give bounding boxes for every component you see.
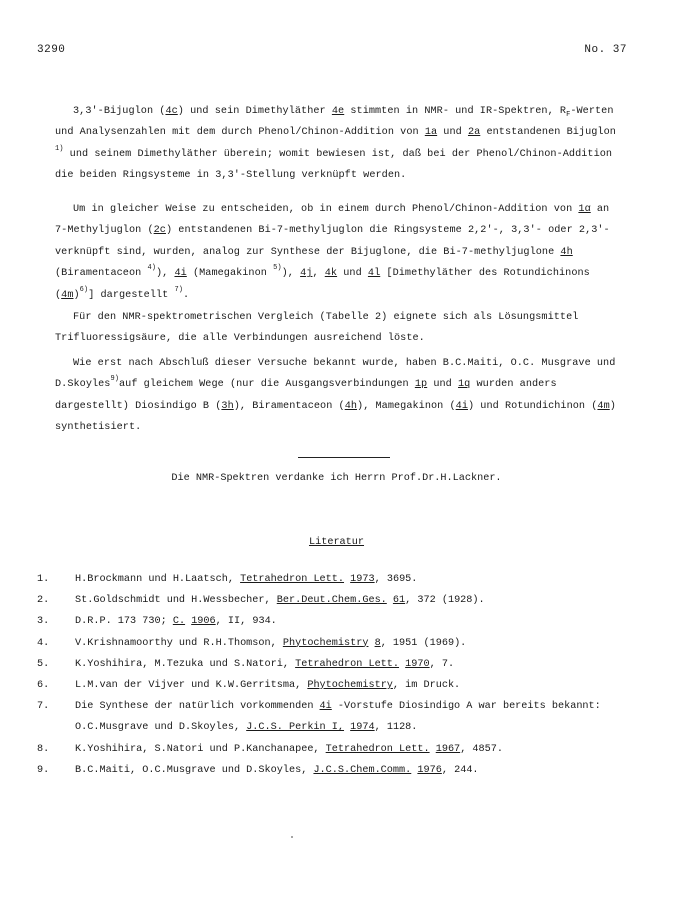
text-run: ) [73, 289, 80, 301]
paragraph-4 [55, 353, 622, 439]
footnote-ref: 6) [79, 285, 89, 294]
reference-item [37, 590, 627, 611]
text-run: Für den NMR-spektrometrischen Vergleich (Tabelle 2) eignete sich als Lösungsmittel Trifluoressigsäure, die alle Verbindungen ausreichend löste. [55, 312, 579, 345]
reference-text [75, 739, 627, 760]
reference-number: 9. [37, 764, 50, 776]
pages: , II, 934. [215, 616, 277, 628]
reference-text [75, 696, 627, 738]
compound-ref: 1q [458, 379, 471, 391]
journal: Tetrahedron Lett. [295, 658, 400, 670]
compound-ref: 4i [174, 268, 187, 280]
compound-ref: 2a [467, 127, 481, 139]
text-run: ), Biramentaceon ( [233, 400, 345, 412]
text-run: ), [155, 268, 175, 280]
authors: L.M.van der Vijver und K.W.Gerritsma, [75, 680, 308, 692]
reference-number: 2. [37, 595, 50, 607]
reference-item [37, 633, 627, 654]
text-run: an 7-Methyljuglon ( [55, 204, 610, 237]
compound-ref: 4l [367, 268, 381, 280]
paragraph-1 [55, 101, 622, 187]
text-run: und seinem Dimethyläther überein; womit bewiesen ist, daß bei der Phenol/Chinon-Addition die beiden Ringsysteme in 3,3'-Stellung verknüpft werden. [55, 148, 613, 182]
scan-speck [291, 836, 293, 838]
authors: D.R.P. 173 730; [75, 616, 173, 628]
text-run: 3,3'-Bijuglon ( [73, 106, 166, 117]
reference-item [37, 739, 627, 760]
pages: , 3695. [374, 574, 418, 585]
footnote-ref: 7) [174, 285, 183, 294]
text-run: (Mamegakinon [186, 268, 274, 280]
reference-number: 1. [37, 574, 50, 585]
section-divider [298, 457, 390, 458]
paragraph-2 [55, 199, 622, 306]
reference-item [37, 611, 627, 632]
compound-ref: 2c [153, 225, 166, 237]
volume: 1976 [417, 764, 442, 776]
text-run: wurden anders dargestellt) Diosindigo B ( [55, 379, 557, 412]
text-run: entstandenen Bijuglon [480, 127, 616, 139]
footnote-ref: 1) [55, 144, 64, 153]
reference-text [75, 611, 627, 632]
pages: , 4857. [460, 743, 503, 755]
footnote-ref: 5) [273, 264, 282, 273]
compound-ref: 4e [331, 106, 345, 117]
compound-ref: 4k [324, 268, 338, 280]
reference-text [75, 590, 627, 611]
authors: St.Goldschmidt und H.Wessbecher, [75, 595, 277, 607]
text-run: ] dargestellt [88, 289, 175, 301]
text-run: (Biramentaceon [55, 268, 148, 280]
authors: B.C.Maiti, O.C.Musgrave und D.Skoyles, [75, 764, 314, 776]
journal: Phytochemistry [307, 680, 393, 692]
pages: , im Druck. [392, 680, 461, 692]
footnote-ref: 9) [110, 375, 119, 384]
pages: , 244. [441, 764, 479, 776]
reference-text [75, 633, 627, 654]
footnote-ref: 4) [147, 264, 156, 273]
journal: J.C.S. Perkin I, [246, 722, 345, 734]
volume: 1973 [350, 574, 375, 585]
compound-ref: 4h [560, 246, 573, 258]
text-run: Um in gleicher Weise zu entscheiden, ob in einem durch Phenol/Chinon-Addition von [73, 204, 579, 215]
text-run: ), [281, 268, 301, 280]
compound-ref: 1α [578, 204, 591, 215]
text-run: und [437, 127, 468, 139]
text-run: ) synthetisiert. [55, 400, 616, 434]
journal: Tetrahedron Lett. [325, 743, 430, 755]
text-run: -Vorstufe Diosindigo A war bereits bekannt: O.C.Musgrave und D.Skoyles, [75, 701, 601, 734]
page-number: 3290 [37, 44, 66, 56]
text-run: ) entstandenen Bi-7-methyljuglon die Ringsysteme 2,2'-, 3,3'- oder 2,3'-verknüpft sind, wurden, analog zur Synthese der Bijuglone, die Bi-7-methyljuglone [55, 225, 610, 258]
paragraph-3 [55, 307, 622, 350]
reference-number: 7. [37, 701, 50, 713]
volume: 1970 [405, 658, 430, 670]
reference-item [37, 675, 627, 696]
text-run: ), Mamegakinon ( [357, 400, 456, 412]
pages: , 7. [429, 658, 455, 670]
text-run: [Dimethyläther des Rotundichinons ( [55, 268, 590, 301]
volume: 1906 [191, 616, 216, 628]
authors: V.Krishnamoorthy und R.H.Thomson, [75, 637, 283, 649]
reference-text [75, 675, 627, 696]
volume: 8 [374, 637, 381, 649]
journal: J.C.S.Chem.Comm. [313, 764, 412, 776]
pages: , 1128. [374, 722, 418, 734]
volume: 1967 [435, 743, 461, 755]
text-run: , [312, 268, 325, 280]
text-run: . [183, 289, 190, 301]
text-run: ) und sein Dimethyläther [177, 106, 332, 117]
compound-ref: 4j [300, 268, 313, 280]
compound-ref: 3h [221, 400, 234, 412]
volume: 1974 [350, 722, 375, 734]
acknowledgement: Die NMR-Spektren verdanke ich Herrn Prof.Dr.H.Lackner. [171, 473, 502, 484]
compound-ref: 1p [414, 379, 428, 391]
reference-item [37, 760, 627, 781]
reference-number: 5. [37, 658, 50, 670]
reference-number: 4. [37, 637, 50, 649]
pages: , 372 (1928). [405, 595, 485, 607]
compound-ref: 4i [319, 701, 332, 713]
authors: K.Yoshihira, M.Tezuka und S.Natori, [75, 658, 296, 670]
subscript: F [566, 111, 571, 119]
journal: Phytochemistry [282, 637, 369, 649]
text-run: und [427, 379, 459, 391]
compound-ref: 4m [61, 289, 74, 301]
text-run: und [337, 268, 368, 280]
reference-item [37, 696, 627, 738]
reference-list [37, 569, 627, 781]
journal: Tetrahedron Lett. [240, 574, 345, 585]
authors: H.Brockmann und H.Laatsch, [75, 574, 241, 585]
compound-ref: 4m [597, 400, 610, 412]
compound-ref: 1a [424, 127, 438, 139]
text-run: Wie erst nach Abschluß dieser Versuche bekannt wurde, haben B.C.Maiti, O.C. Musgrave und D.Skoyles [55, 358, 616, 391]
reference-number: 8. [37, 743, 50, 755]
reference-text [75, 760, 627, 781]
reference-number: 3. [37, 616, 50, 628]
text-run: auf gleichem Wege (nur die Ausgangsverbindungen [119, 379, 415, 391]
text-run: ) und Rotundichinon ( [467, 400, 598, 412]
journal: Ber.Deut.Chem.Ges. [276, 595, 387, 607]
text-run: Die Synthese der natürlich vorkommenden [75, 701, 320, 713]
authors: K.Yoshihira, S.Natori und P.Kanchanapee, [75, 743, 326, 755]
reference-number: 6. [37, 680, 50, 692]
compound-ref: 4i [455, 400, 468, 412]
text-run: stimmten in NMR- und IR-Spektren, R [344, 106, 567, 117]
compound-ref: 4c [165, 106, 178, 117]
reference-text [75, 654, 627, 675]
issue-number: No. 37 [584, 44, 627, 56]
text-run: -Werten und Analysenzahlen mit dem durch Phenol/Chinon-Addition von [55, 106, 614, 139]
pages: , 1951 (1969). [380, 637, 467, 649]
reference-item [37, 654, 627, 675]
volume: 61 [392, 595, 406, 607]
journal: C. [172, 616, 186, 628]
literature-heading: Literatur [308, 537, 365, 548]
reference-item [37, 569, 627, 590]
reference-text [75, 569, 627, 590]
compound-ref: 4h [344, 400, 358, 412]
